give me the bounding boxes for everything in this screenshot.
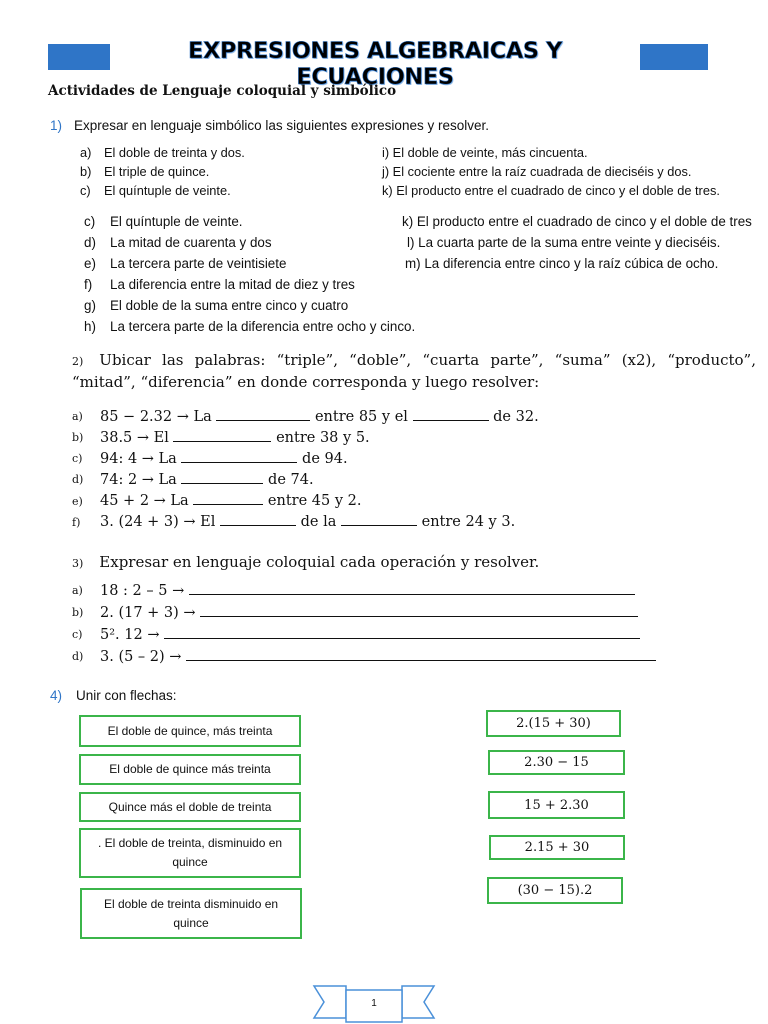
expression-box[interactable]: 15 + 2.30: [488, 791, 625, 819]
phrase-box[interactable]: . El doble de treinta, disminuido en quince: [79, 828, 301, 878]
phrase-box[interactable]: El doble de quince más treinta: [79, 754, 301, 785]
list-item: 85 − 2.32 → La entre 85 y el de 32.: [100, 406, 539, 425]
section2-heading-text: Ubicar las palabras: “triple”, “doble”, “cuarta parte”, “suma” (x2), “producto”, “mitad”, “diferencia” en donde corresponda y luego resolver:: [72, 351, 756, 391]
answer-blank[interactable]: [181, 448, 297, 463]
section1-number: 1): [50, 118, 63, 133]
section4-heading: [50, 688, 177, 703]
item-letter: f): [72, 516, 81, 529]
section4-number: 4): [50, 688, 63, 703]
answer-line[interactable]: [186, 646, 656, 661]
answer-blank[interactable]: [341, 511, 417, 526]
section4-heading-text: Unir con flechas:: [76, 688, 177, 703]
section2-heading: [72, 350, 756, 393]
phrase-box[interactable]: El doble de treinta disminuido en quince: [80, 888, 302, 939]
answer-blank[interactable]: [193, 490, 263, 505]
section2-number: 2): [72, 355, 84, 368]
expression-box[interactable]: 2.30 − 15: [488, 750, 625, 775]
answer-blank[interactable]: [181, 469, 263, 484]
answer-blank[interactable]: [413, 406, 489, 421]
item-letter: c): [72, 452, 83, 465]
phrase-box[interactable]: El doble de quince, más treinta: [79, 715, 301, 747]
answer-line[interactable]: [164, 624, 640, 639]
item-letter: d): [72, 473, 84, 486]
answer-blank[interactable]: [173, 427, 271, 442]
title-bar-right: [640, 44, 708, 70]
list-item: m) La diferencia entre cinco y la raíz cúbica de ocho.: [405, 256, 719, 271]
answer-line[interactable]: [189, 580, 635, 595]
list-item: 5². 12 →: [100, 624, 640, 643]
list-item: g) El doble de la suma entre cinco y cuatro: [84, 298, 349, 313]
expression-box[interactable]: 2.(15 + 30): [486, 710, 621, 737]
section1-heading: [50, 118, 489, 133]
item-letter: d): [72, 650, 84, 663]
list-item: 74: 2 → La de 74.: [100, 469, 314, 488]
list-item: h) La tercera parte de la diferencia entre ocho y cinco.: [84, 319, 416, 334]
item-letter: c): [72, 628, 83, 641]
list-item: 3. (24 + 3) → El de la entre 24 y 3.: [100, 511, 515, 530]
list-item: b) El triple de quince.: [80, 164, 210, 179]
list-item: j) El cociente entre la raíz cuadrada de dieciséis y dos.: [382, 164, 692, 179]
item-letter: b): [72, 606, 84, 619]
page-title: EXPRESIONES ALGEBRAICAS Y ECUACIONES: [188, 38, 562, 90]
answer-blank[interactable]: [216, 406, 310, 421]
item-letter: b): [72, 431, 84, 444]
list-item: k) El producto entre el cuadrado de cinco y el doble de tres.: [382, 183, 720, 198]
list-item: 94: 4 → La de 94.: [100, 448, 348, 467]
section3-heading: [72, 553, 539, 571]
phrase-box[interactable]: Quince más el doble de treinta: [79, 792, 301, 822]
page-number: 1: [371, 998, 377, 1009]
answer-blank[interactable]: [220, 511, 296, 526]
list-item: 38.5 → El entre 38 y 5.: [100, 427, 370, 446]
list-item: f) La diferencia entre la mitad de diez y tres: [84, 277, 355, 292]
title-bar-left: [48, 44, 110, 70]
section1-heading-text: Expresar en lenguaje simbólico las siguientes expresiones y resolver.: [74, 118, 489, 133]
list-item: i) El doble de veinte, más cincuenta.: [382, 145, 588, 160]
list-item: c) El quíntuple de veinte.: [84, 214, 243, 229]
list-item: l) La cuarta parte de la suma entre veinte y dieciséis.: [407, 235, 721, 250]
list-item: c) El quíntuple de veinte.: [80, 183, 231, 198]
list-item: e) La tercera parte de veintisiete: [84, 256, 287, 271]
section3-number: 3): [72, 557, 84, 570]
expression-box[interactable]: (30 − 15).2: [487, 877, 623, 904]
subtitle: Actividades de Lenguaje coloquial y simbólico: [48, 83, 397, 99]
item-letter: a): [72, 584, 83, 597]
list-item: k) El producto entre el cuadrado de cinco y el doble de tres: [402, 214, 752, 229]
list-item: 18 : 2 – 5 →: [100, 580, 635, 599]
answer-line[interactable]: [200, 602, 638, 617]
list-item: a) El doble de treinta y dos.: [80, 145, 245, 160]
item-letter: e): [72, 495, 83, 508]
list-item: 3. (5 – 2) →: [100, 646, 656, 665]
expression-box[interactable]: 2.15 + 30: [489, 835, 625, 860]
item-letter: a): [72, 410, 83, 423]
list-item: d) La mitad de cuarenta y dos: [84, 235, 272, 250]
list-item: 45 + 2 → La entre 45 y 2.: [100, 490, 361, 509]
list-item: 2. (17 + 3) →: [100, 602, 638, 621]
section3-heading-text: Expresar en lenguaje coloquial cada operación y resolver.: [99, 553, 540, 571]
